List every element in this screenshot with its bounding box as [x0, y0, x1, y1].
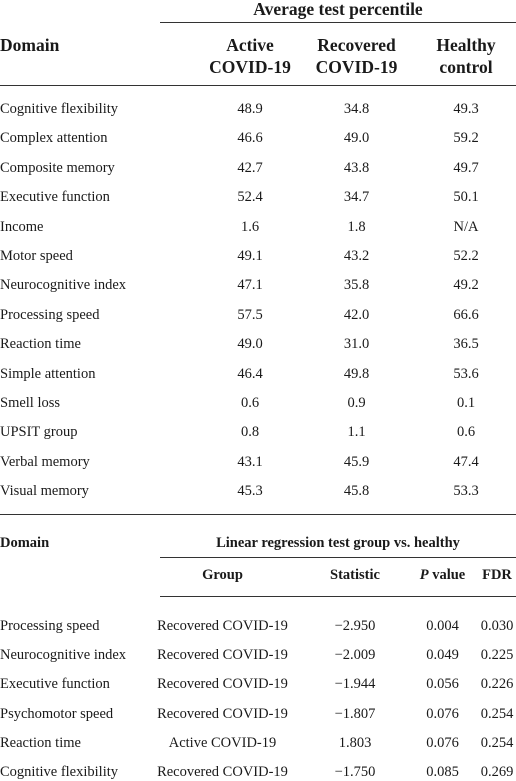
cell-active: 46.4 — [237, 366, 263, 382]
cell-active: 45.3 — [237, 483, 263, 499]
cell-healthy: N/A — [453, 219, 479, 235]
cell-p-value: 0.049 — [426, 647, 459, 663]
cell-recovered: 43.8 — [343, 160, 370, 176]
cell-statistic: −2.950 — [334, 618, 376, 634]
cell-active: 0.8 — [240, 424, 260, 440]
cell-p-value: 0.056 — [426, 676, 459, 692]
row-domain: Neurocognitive index — [0, 647, 127, 663]
row-domain: UPSIT group — [0, 424, 78, 440]
cell-healthy: 49.3 — [453, 101, 479, 117]
cell-recovered: 45.9 — [343, 454, 370, 470]
cell-active: 42.7 — [237, 160, 263, 176]
cell-fdr: 0.030 — [480, 618, 514, 634]
cell-healthy: 66.6 — [453, 307, 479, 323]
cell-group: Active COVID-19 — [168, 735, 277, 751]
row-domain: Executive function — [0, 676, 110, 692]
cell-fdr: 0.226 — [480, 676, 514, 692]
column-header-active: Active COVID-19 — [209, 35, 291, 77]
row-domain: Processing speed — [0, 618, 100, 634]
cell-recovered: 35.8 — [343, 277, 370, 293]
cell-healthy: 0.1 — [456, 395, 476, 411]
row-domain: Composite memory — [0, 160, 115, 176]
cell-healthy: 0.6 — [456, 424, 476, 440]
cell-active: 0.6 — [240, 395, 260, 411]
divider — [160, 596, 516, 597]
divider — [0, 514, 516, 515]
cell-statistic: 1.803 — [338, 735, 372, 751]
row-domain: Motor speed — [0, 248, 73, 264]
domain-header: Domain — [0, 535, 50, 551]
row-domain: Psychomotor speed — [0, 706, 114, 722]
cell-healthy: 49.2 — [453, 277, 479, 293]
column-header-healthy: Healthy control — [436, 35, 496, 77]
row-domain: Smell loss — [0, 395, 61, 411]
cell-statistic: −2.009 — [334, 647, 376, 663]
row-domain: Processing speed — [0, 307, 100, 323]
cell-active: 1.6 — [240, 219, 260, 235]
cell-active: 43.1 — [237, 454, 263, 470]
super-header: Average test percentile — [253, 0, 423, 19]
cell-p-value: 0.085 — [426, 764, 459, 780]
row-domain: Reaction time — [0, 735, 81, 751]
cell-healthy: 47.4 — [453, 454, 479, 470]
cell-fdr: 0.269 — [480, 764, 514, 780]
cell-fdr: 0.254 — [480, 735, 514, 751]
cell-healthy: 59.2 — [453, 130, 479, 146]
cell-statistic: −1.750 — [334, 764, 376, 780]
row-domain: Cognitive flexibility — [0, 101, 119, 117]
cell-group: Recovered COVID-19 — [157, 764, 288, 780]
cell-statistic: −1.807 — [334, 706, 376, 722]
cell-recovered: 1.8 — [347, 219, 366, 235]
cell-active: 52.4 — [237, 189, 263, 205]
row-domain: Reaction time — [0, 336, 81, 352]
column-header-statistic: Statistic — [330, 567, 380, 583]
cell-p-value: 0.076 — [426, 706, 459, 722]
cell-active: 47.1 — [237, 277, 263, 293]
cell-recovered: 34.8 — [343, 101, 370, 117]
cell-group: Recovered COVID-19 — [157, 676, 288, 692]
row-domain: Cognitive flexibility — [0, 764, 119, 780]
cell-group: Recovered COVID-19 — [157, 706, 288, 722]
row-domain: Simple attention — [0, 366, 96, 382]
domain-header: Domain — [0, 35, 60, 55]
divider — [160, 22, 516, 23]
cell-healthy: 53.6 — [453, 366, 479, 382]
row-domain: Visual memory — [0, 483, 89, 499]
cell-recovered: 45.8 — [343, 483, 370, 499]
cell-recovered: 34.7 — [343, 189, 370, 205]
cell-fdr: 0.225 — [480, 647, 514, 663]
cell-healthy: 52.2 — [453, 248, 479, 264]
column-header-p-value: P value — [419, 567, 466, 583]
row-domain: Neurocognitive index — [0, 277, 127, 293]
cell-active: 49.0 — [237, 336, 263, 352]
cell-recovered: 43.2 — [343, 248, 370, 264]
column-header-recovered: Recovered COVID-19 — [315, 35, 398, 77]
cell-active: 46.6 — [237, 130, 263, 146]
column-header-fdr: FDR — [482, 567, 512, 583]
cell-group: Recovered COVID-19 — [157, 647, 288, 663]
column-header-group: Group — [202, 567, 243, 583]
cell-healthy: 36.5 — [453, 336, 479, 352]
divider — [0, 85, 516, 86]
cell-statistic: −1.944 — [334, 676, 376, 692]
cell-fdr: 0.254 — [480, 706, 514, 722]
cell-recovered: 49.8 — [343, 366, 370, 382]
cell-healthy: 53.3 — [453, 483, 479, 499]
super-header: Linear regression test group vs. healthy — [216, 535, 460, 551]
cell-group: Recovered COVID-19 — [157, 618, 288, 634]
cell-healthy: 50.1 — [453, 189, 479, 205]
cell-recovered: 49.0 — [343, 130, 370, 146]
row-domain: Complex attention — [0, 130, 108, 146]
cell-p-value: 0.076 — [426, 735, 459, 751]
cell-p-value: 0.004 — [426, 618, 459, 634]
divider — [160, 557, 516, 558]
cell-recovered: 42.0 — [343, 307, 370, 323]
cell-recovered: 1.1 — [347, 424, 366, 440]
row-domain: Income — [0, 219, 44, 235]
row-domain: Executive function — [0, 189, 110, 205]
cell-recovered: 0.9 — [347, 395, 366, 411]
cell-active: 57.5 — [237, 307, 263, 323]
cell-healthy: 49.7 — [453, 160, 479, 176]
cell-recovered: 31.0 — [343, 336, 370, 352]
cell-active: 48.9 — [237, 101, 263, 117]
cell-active: 49.1 — [237, 248, 263, 264]
row-domain: Verbal memory — [0, 454, 90, 470]
